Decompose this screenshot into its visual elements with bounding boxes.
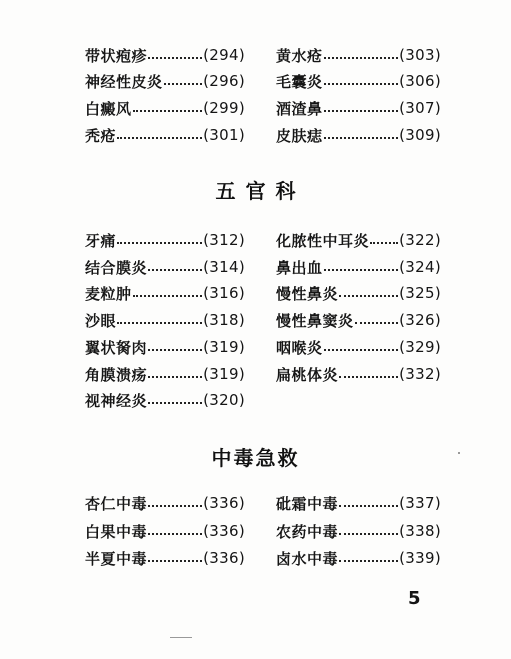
section-heading: 五官科 <box>215 179 306 203</box>
dot-leader <box>148 389 202 411</box>
entry-term: 翼状胬肉 <box>85 338 148 357</box>
entry-term: 扁桃体炎 <box>276 365 339 384</box>
entry-term: 角膜溃疡 <box>85 365 148 384</box>
toc-entry <box>85 336 245 358</box>
scan-speck <box>458 452 460 454</box>
entry-page: (303) <box>399 46 441 64</box>
entry-term: 皮肤痣 <box>276 126 323 145</box>
entry-term: 慢性鼻炎 <box>276 284 339 303</box>
entry-term: 黄水疮 <box>276 46 323 65</box>
entry-page: (324) <box>399 258 441 276</box>
dot-leader <box>164 70 203 92</box>
scan-speck <box>170 637 192 638</box>
dot-leader <box>148 547 202 569</box>
toc-entry <box>85 70 245 92</box>
section-heading: 中毒急救 <box>211 446 300 470</box>
dot-leader <box>339 520 398 542</box>
dot-leader <box>324 336 399 358</box>
entry-term: 牙痛 <box>85 231 117 250</box>
entry-term: 秃疮 <box>85 126 117 145</box>
entry-page: (301) <box>203 126 245 144</box>
entry-term: 白癜风 <box>85 99 132 118</box>
entry-page: (332) <box>399 365 441 383</box>
entry-term: 咽喉炎 <box>276 338 323 357</box>
entry-term: 白果中毒 <box>85 522 148 541</box>
toc-entry <box>85 547 245 569</box>
dot-leader <box>324 44 399 66</box>
toc-entry <box>85 97 245 119</box>
entry-page: (294) <box>203 46 245 64</box>
dot-leader <box>148 44 202 66</box>
entry-term: 毛囊炎 <box>276 72 323 91</box>
toc-entry <box>276 124 441 146</box>
entry-page: (307) <box>399 99 441 117</box>
entry-term: 结合膜炎 <box>85 258 148 277</box>
dot-leader <box>148 256 202 278</box>
entry-page: (318) <box>203 311 245 329</box>
toc-entry <box>85 282 245 304</box>
entry-term: 麦粒肿 <box>85 284 132 303</box>
dot-leader <box>339 282 398 304</box>
entry-page: (319) <box>203 338 245 356</box>
entry-term: 杏仁中毒 <box>85 494 148 513</box>
toc-entry <box>85 363 245 385</box>
entry-page: (306) <box>399 72 441 90</box>
entry-page: (309) <box>399 126 441 144</box>
toc-entry <box>85 492 245 514</box>
entry-term: 鼻出血 <box>276 258 323 277</box>
toc-entry <box>276 70 441 92</box>
dot-leader <box>324 124 399 146</box>
toc-entry <box>85 124 245 146</box>
dot-leader <box>355 309 399 331</box>
entry-page: (299) <box>203 99 245 117</box>
toc-entry <box>276 229 441 251</box>
entry-term: 沙眼 <box>85 311 117 330</box>
entry-term: 卤水中毒 <box>276 549 339 568</box>
entry-term: 砒霜中毒 <box>276 494 339 513</box>
dot-leader <box>133 282 203 304</box>
entry-term: 带状疱疹 <box>85 46 148 65</box>
toc-entry <box>85 389 245 411</box>
entry-page: (296) <box>203 72 245 90</box>
toc-entry <box>85 309 245 331</box>
entry-page: (336) <box>203 549 245 567</box>
entry-term: 神经性皮炎 <box>85 72 163 91</box>
dot-leader <box>324 256 399 278</box>
dot-leader <box>339 363 398 385</box>
dot-leader <box>117 124 202 146</box>
toc-entry <box>276 256 441 278</box>
toc-entry <box>276 492 441 514</box>
dot-leader <box>324 97 399 119</box>
entry-page: (336) <box>203 494 245 512</box>
dot-leader <box>370 229 398 251</box>
entry-page: (326) <box>399 311 441 329</box>
dot-leader <box>133 97 203 119</box>
entry-page: (312) <box>203 231 245 249</box>
entry-term: 酒渣鼻 <box>276 99 323 118</box>
dot-leader <box>324 70 399 92</box>
entry-page: (329) <box>399 338 441 356</box>
toc-entry <box>276 336 441 358</box>
dot-leader <box>339 492 398 514</box>
toc-entry <box>85 520 245 542</box>
toc-entry <box>276 520 441 542</box>
toc-entry <box>276 547 441 569</box>
dot-leader <box>148 520 202 542</box>
entry-term: 慢性鼻窦炎 <box>276 311 354 330</box>
dot-leader <box>117 229 202 251</box>
page-number: 5 <box>408 588 421 609</box>
toc-entry <box>276 44 441 66</box>
dot-leader <box>117 309 202 331</box>
dot-leader <box>148 492 202 514</box>
entry-page: (314) <box>203 258 245 276</box>
entry-page: (320) <box>203 391 245 409</box>
toc-entry <box>276 363 441 385</box>
entry-page: (322) <box>399 231 441 249</box>
toc-entry <box>85 44 245 66</box>
toc-entry <box>276 309 441 331</box>
entry-page: (316) <box>203 284 245 302</box>
entry-page: (336) <box>203 522 245 540</box>
entry-page: (338) <box>399 522 441 540</box>
toc-entry <box>85 229 245 251</box>
entry-page: (339) <box>399 549 441 567</box>
dot-leader <box>148 363 202 385</box>
entry-page: (325) <box>399 284 441 302</box>
entry-page: (319) <box>203 365 245 383</box>
entry-term: 农药中毒 <box>276 522 339 541</box>
dot-leader <box>148 336 202 358</box>
toc-entry <box>85 256 245 278</box>
toc-entry <box>276 282 441 304</box>
dot-leader <box>339 547 398 569</box>
entry-page: (337) <box>399 494 441 512</box>
entry-term: 化脓性中耳炎 <box>276 231 370 250</box>
toc-entry <box>276 97 441 119</box>
entry-term: 视神经炎 <box>85 391 148 410</box>
entry-term: 半夏中毒 <box>85 549 148 568</box>
